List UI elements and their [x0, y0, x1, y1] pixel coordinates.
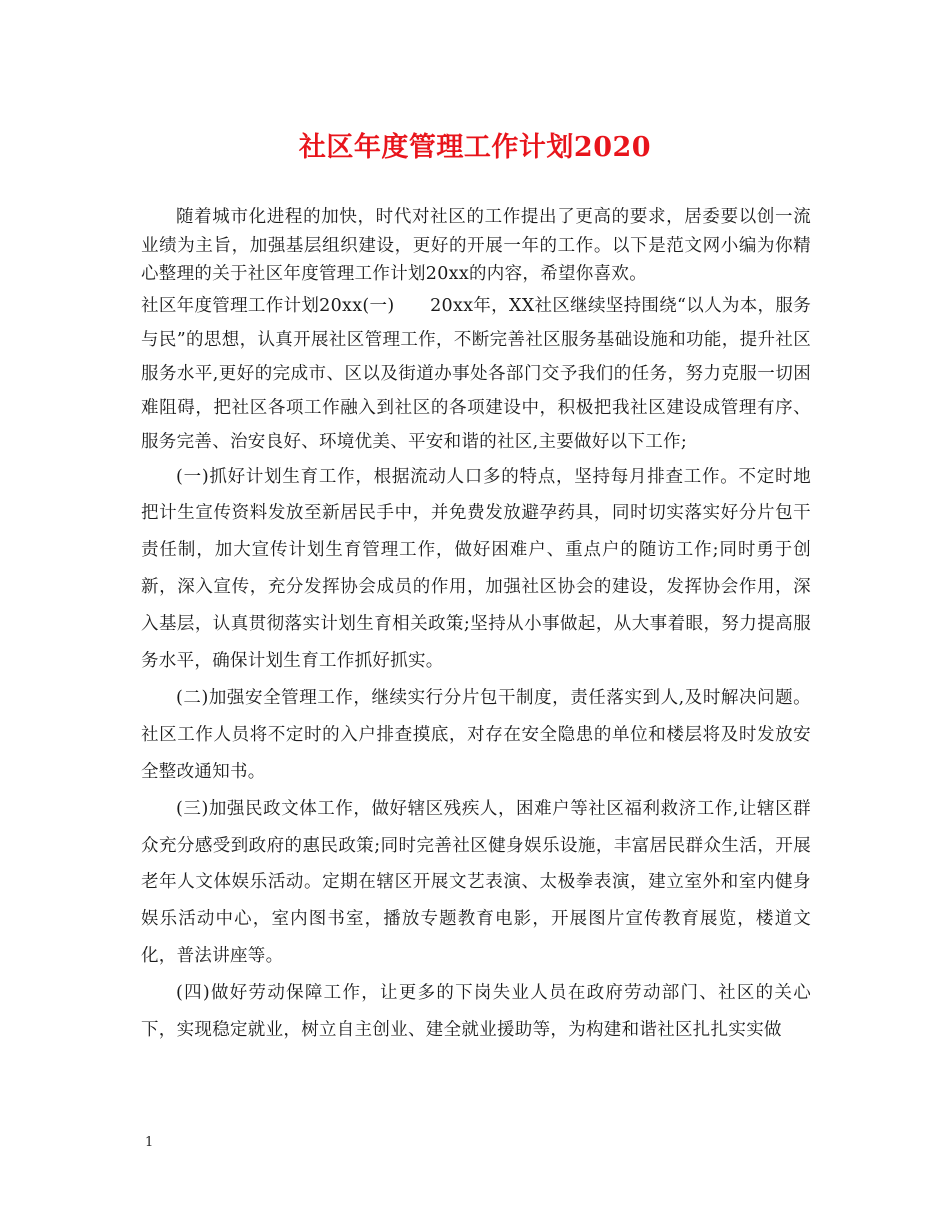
- document-title: 社区年度管理工作计划2020: [298, 132, 652, 163]
- section-two-paragraph: (二)加强安全管理工作，继续实行分片包干制度，责任落实到人,及时解决问题。社区工作人员将不定时的入户排查摸底，对存在安全隐患的单位和楼层将及时发放安全整改通知书。: [141, 687, 811, 782]
- intro-paragraph: 随着城市化进程的加快，时代对社区的工作提出了更高的要求，居委要以创一流业绩为主旨，加强基层组织建设，更好的开展一年的工作。以下是范文网小编为你精心整理的关于社区年度管理工作计划20xx的内容，希望你喜欢。: [141, 207, 811, 284]
- section-one-paragraph: (一)抓好计划生育工作，根据流动人口多的特点，坚持每月排查工作。不定时地把计生宣传资料发放至新居民手中，并免费发放避孕药具，同时切实落实好分片包干责任制，加大宣传计划生育管理工作，做好困难户、重点户的随访工作;同时勇于创新，深入宣传，充分发挥协会成员的作用，加强社区协会的建设，发挥协会作用，深入基层，认真贯彻落实计划生育相关政策;坚持从小事做起，从大事着眼，努力提高服务水平，确保计划生育工作抓好抓实。: [141, 466, 811, 672]
- page-number: 1: [145, 1135, 154, 1150]
- plan-heading-paragraph: 社区年度管理工作计划20xx(一) 20xx年，XX社区继续坚持围绕“以人为本，服务与民”的思想，认真开展社区管理工作，不断完善社区服务基础设施和功能，提升社区服务水平,更好的完成市、区以及街道办事处各部门交予我们的任务，努力克服一切困难阻碍，把社区各项工作融入到社区的各项建设中，积极把我社区建设成管理有序、服务完善、治安良好、环境优美、平安和谐的社区,主要做好以下工作;: [141, 295, 811, 452]
- section-four-paragraph: (四)做好劳动保障工作，让更多的下岗失业人员在政府劳动部门、社区的关心下，实现稳定就业，树立自主创业、建全就业援助等，为构建和谐社区扎扎实实做: [141, 983, 811, 1041]
- document-body: [141, 203, 811, 1049]
- section-three-paragraph: (三)加强民政文体工作，做好辖区残疾人，困难户等社区福利救济工作,让辖区群众充分感受到政府的惠民政策;同时完善社区健身娱乐设施，丰富居民群众生活，开展老年人文体娱乐活动。定期在辖区开展文艺表演、太极拳表演，建立室外和室内健身娱乐活动中心，室内图书室，播放专题教育电影，开展图片宣传教育展览，楼道文化，普法讲座等。: [141, 798, 811, 967]
